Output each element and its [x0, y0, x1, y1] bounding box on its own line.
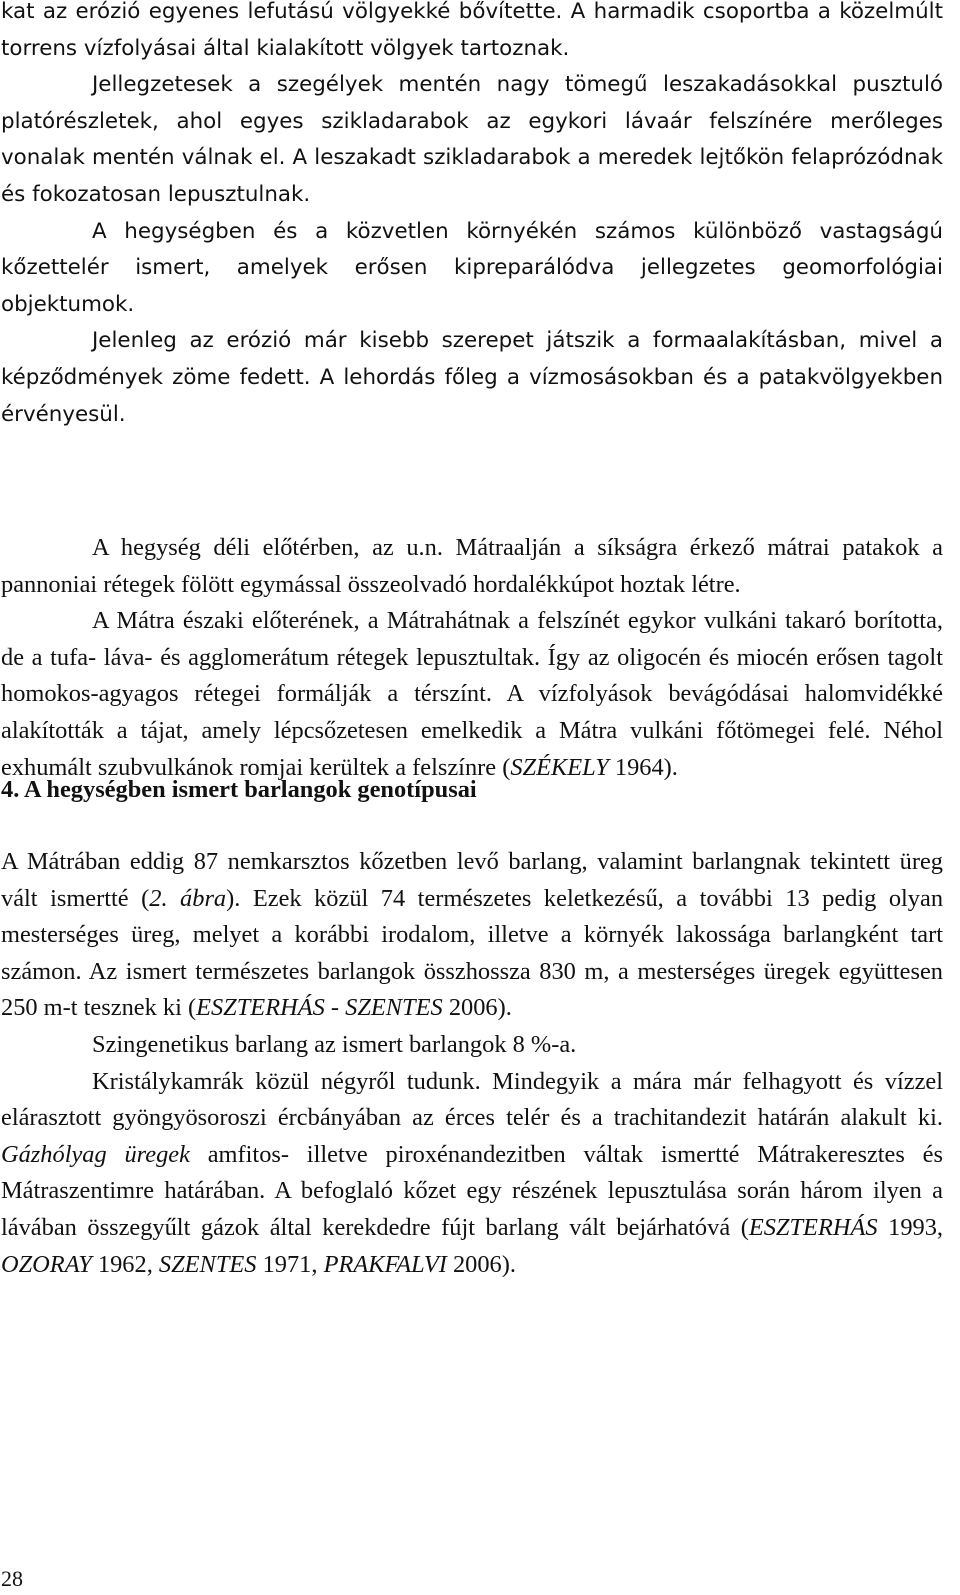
- paragraph: Jelenleg az erózió már kisebb szerepet játszik a formaalakításban, mivel a képződmények zöme fedett. A lehordás főleg a vízmosásokban és a patakvölgyekben érvényesül.: [1, 328, 943, 427]
- page-number: 28: [1, 1566, 23, 1591]
- citation-author: SZENTES: [158, 1250, 257, 1278]
- citation-author: PRAKFALVI: [323, 1250, 447, 1278]
- section-heading: 4. A hegységben ismert barlangok genotípusai: [1, 776, 477, 803]
- text-run: 1962,: [91, 1250, 159, 1278]
- text-run: 2006).: [442, 994, 512, 1022]
- text-run: 1993,: [877, 1213, 943, 1241]
- paragraph: [1, 844, 943, 1027]
- citation-author: ESZTERHÁS: [748, 1213, 878, 1241]
- text-run: 1971,: [256, 1250, 324, 1278]
- italic-term: Gázhólyag üregek: [1, 1140, 190, 1168]
- text-run: 2006).: [446, 1250, 516, 1278]
- sans-text-block: [1, 0, 943, 433]
- paragraph: [1, 1064, 943, 1284]
- text-run: A Mátra északi előterének, a Mátrahátnak a felszínét egykor vulkáni takaró borította, de a tufa- láva- és agglomerátum rétegek lepusztultak. Így az oligocén és miocén erősen tagolt homokos-agyagos rétegei formálják a térszínt. A vízfolyások bevágódásai halomvidékké alakították a tájat, amely lépcsőzetesen emelkedik a Mátra vulkáni főtömegei felé. Néhol exhumált szubvulkánok romjai kerültek a felszínre (: [1, 607, 943, 781]
- text-run: ). Ezek közül 74 természetes keletkezésű, a további 13 pedig olyan mesterséges üreg, melyet a korábbi irodalom, illetve a környék lakossága barlangként tart számon. Az ismert természetes barlangok összhossza 830 m, a mesterséges üregek együttesen 250 m-t tesznek ki (: [1, 884, 944, 1022]
- section-body: [1, 844, 943, 1283]
- citation-author: SZÉKELY: [510, 753, 609, 781]
- figure-reference: 2. ábra: [149, 884, 227, 912]
- citation-author: OZORAY: [1, 1250, 92, 1278]
- paragraph: [1, 603, 943, 786]
- paragraph: kat az erózió egyenes lefutású völgyekké bővítette. A harmadik csoportba a közelmúlt torrens vízfolyásai által kialakított völgyek tartoznak.: [1, 0, 943, 61]
- paragraph: Jellegzetesek a szegélyek mentén nagy tömegű leszakadásokkal pusztuló platórészletek, ahol egyes szikladarabok az egykori lávaár felszínére merőleges vonalak mentén válnak el. A leszakadt szikladarabok a meredek lejtőkön felaprózódnak és fokozatosan lepusztulnak.: [1, 72, 943, 207]
- text-run: amfitos- illetve piroxénandezitben váltak ismertté Mátrakeresztes és Mátraszentimre határában. A befoglaló kőzet egy részének lepusztulása során három ilyen a lávában összegyűlt gázok által kerekdedre fújt barlang vált bejárhatóvá (: [1, 1140, 943, 1241]
- paragraph: A hegységben és a közvetlen környékén számos különböző vastagságú kőzettelér ismert, amelyek erősen kipreparálódva jellegzetes geomorfológiai objektumok.: [1, 218, 943, 317]
- citation-author: ESZTERHÁS - SZENTES: [196, 994, 443, 1022]
- paragraph: Szingenetikus barlang az ismert barlangok 8 %-a.: [92, 1030, 577, 1058]
- serif-text-block: [1, 530, 943, 786]
- text-run: A Mátrában eddig 87 nemkarsztos kőzetben levő barlang, valamint barlangnak tekintett üreg vált ismertté (: [1, 848, 943, 912]
- text-run: Kristálykamrák közül négyről tudunk. Mindegyik a mára már felhagyott és vízzel elárasztott gyöngyösoroszi ércbányában az érces telér és a trachitandezit határán alakult ki.: [1, 1067, 943, 1132]
- paragraph: A hegység déli előtérben, az u.n. Mátraalján a síkságra érkező mátrai patakok a pannoniai rétegek fölött egymással összeolvadó hordalékkúpot hoztak létre.: [1, 534, 943, 598]
- text-run: 1964).: [608, 753, 678, 781]
